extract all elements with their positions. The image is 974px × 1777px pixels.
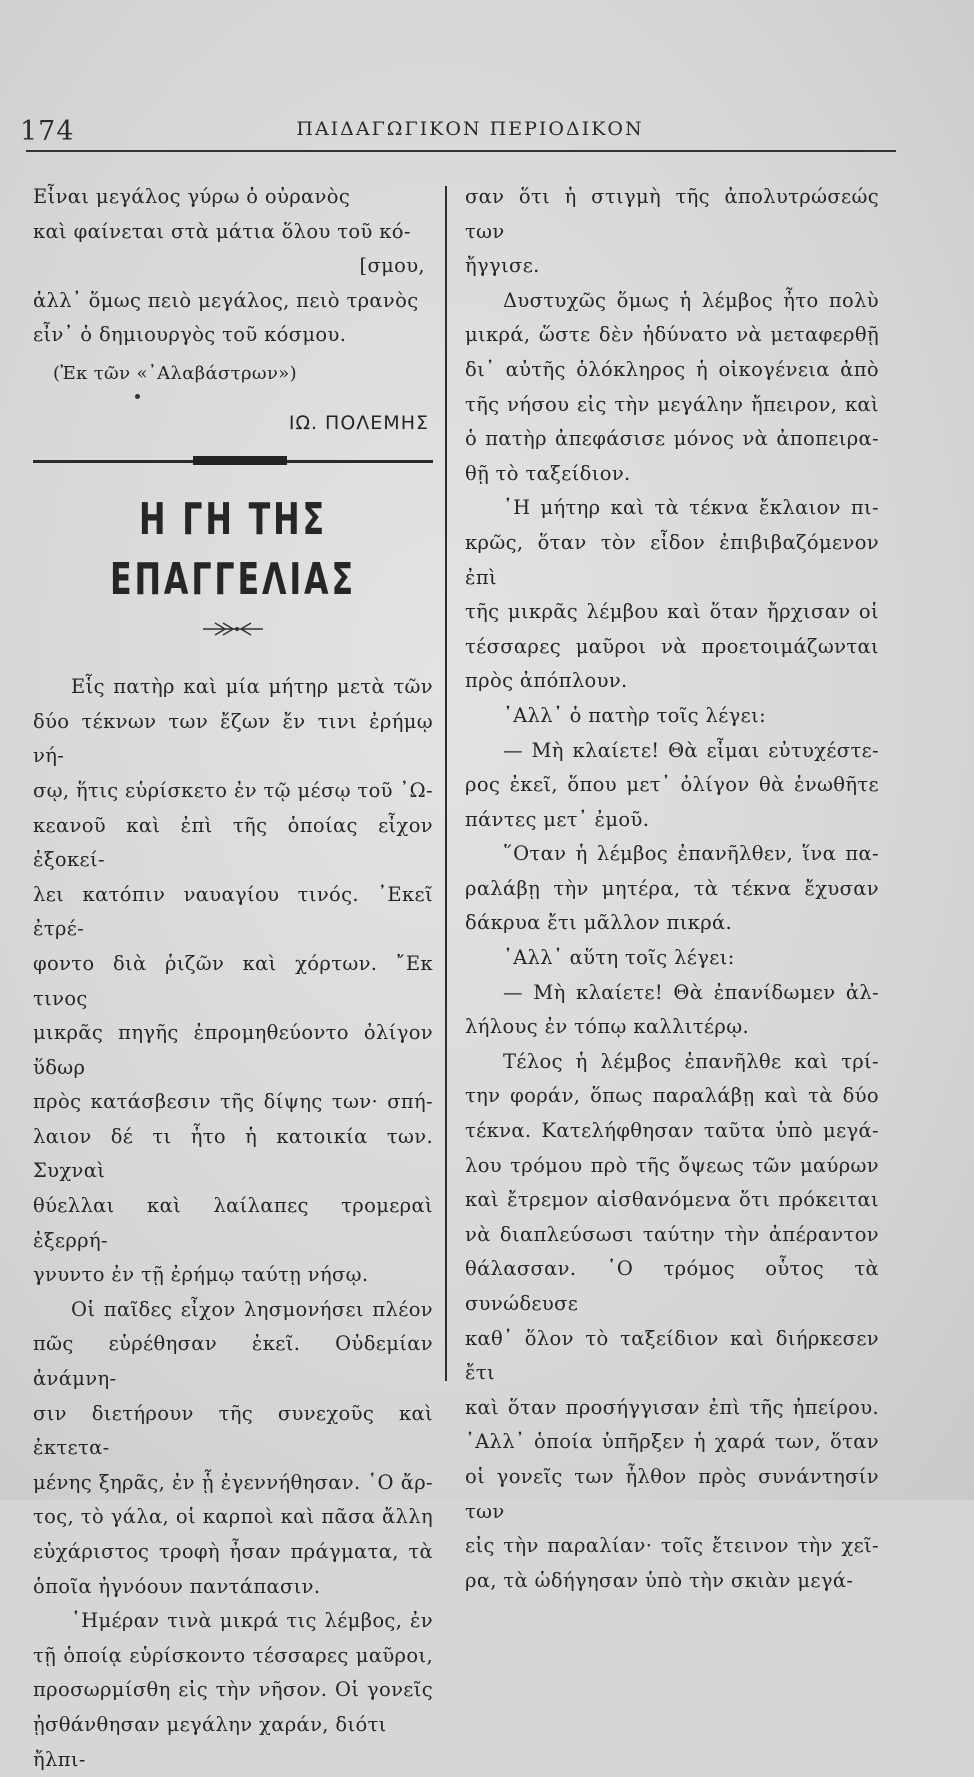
- paragraph: [465, 734, 879, 838]
- paragraph: [465, 284, 879, 492]
- text-line: εἰς τὴν παραλίαν· τοῖς ἔτεινον τὴν χεῖ-: [465, 1534, 879, 1558]
- text-line: τῇ ὁποίᾳ εὑρίσκοντο τέσσαρες μαῦροι,: [33, 1643, 433, 1667]
- paragraph: [465, 941, 879, 976]
- dot-mark: [33, 392, 433, 406]
- text-line: την φοράν, ὅπως παραλάβῃ καὶ τὰ δύο: [465, 1084, 879, 1108]
- text-line: ᾽Αλλ᾽ ὁ πατὴρ τοῖς λέγει:: [503, 703, 767, 727]
- text-line: πρὸς ἀπόπλουν.: [465, 669, 628, 693]
- article-title: Η ΓΗ ΤΗΣ ΕΠΑΓΓΕΛΙΑΣ: [110, 494, 356, 606]
- text-line: θύελλαι καὶ λαίλαπες τρομεραὶ ἐξερρή-: [33, 1194, 433, 1252]
- text-line: γνυντο ἐν τῇ ἐρήμῳ ταύτῃ νήσῳ.: [33, 1263, 369, 1287]
- text-line: λει κατόπιν ναυαγίου τινός. ᾽Εκεῖ ἐτρέ-: [33, 882, 433, 941]
- left-column: [33, 180, 433, 1777]
- text-line: Τέλος ἡ λέμβος ἐπανῆλθε καὶ τρί-: [503, 1049, 879, 1073]
- page-number: 174: [20, 116, 75, 147]
- running-header: ΠΑΙΔΑΓΩΓΙΚΟΝ ΠΕΡΙΟΔΙΚΟΝ: [296, 118, 644, 140]
- text-line: — Μὴ κλαίετε! Θὰ ἐπανίδωμεν ἀλ-: [503, 980, 879, 1004]
- ornament-icon: [33, 616, 433, 650]
- poem-author: ΙΩ. ΠΟΛΕΜΗΣ: [288, 411, 429, 434]
- paragraph: [33, 1604, 433, 1777]
- column-divider: [445, 186, 447, 1381]
- text-line: σιν διετήρουν τῆς συνεχοῦς καὶ ἐκτετα-: [33, 1401, 433, 1460]
- poem: [33, 180, 433, 353]
- text-line: ᾽Αλλ᾽ ὁποία ὑπῆρξεν ἡ χαρά των, ὅταν: [465, 1430, 879, 1454]
- text-line: τῆς νήσου εἰς τὴν μεγάλην ἤπειρον, καὶ: [465, 392, 879, 416]
- poem-line: εἶν᾽ ὁ δημιουργὸς τοῦ κόσμου.: [33, 323, 347, 347]
- text-line: πῶς εὑρέθησαν ἐκεῖ. Οὐδεμίαν ἀνάμνη-: [33, 1332, 433, 1391]
- text-line: καὶ ἔτρεμον αἰσθανόμενα ὅτι πρόκειται: [465, 1188, 879, 1212]
- title-rule: [33, 454, 433, 468]
- text-line: ᾽Αλλ᾽ αὕτη τοῖς λέγει:: [503, 946, 735, 970]
- text-line: πάντες μετ᾽ ἐμοῦ.: [465, 807, 650, 831]
- right-body-text: [465, 180, 879, 1598]
- text-line: Εἷς πατὴρ καὶ μία μήτηρ μετὰ τῶν: [71, 675, 433, 699]
- text-line: τέκνα. Κατελήφθησαν ταῦτα ὑπὸ μεγά-: [465, 1119, 879, 1143]
- poem-line: ἀλλ᾽ ὅμως πειὸ μεγάλος, πειὸ τρανὸς: [33, 288, 419, 312]
- text-line: ῞Οταν ἡ λέμβος ἐπανῆλθεν, ἵνα πα-: [503, 842, 879, 866]
- text-line: λήλους ἐν τόπῳ καλλιτέρῳ.: [465, 1015, 749, 1039]
- paragraph: [465, 491, 879, 699]
- text-line: σῳ, ἥτις εὑρίσκετο ἐν τῷ μέσῳ τοῦ ᾽Ω-: [33, 778, 433, 802]
- paragraph: [33, 670, 433, 1293]
- text-line: πρὸς κατάσβεσιν τῆς δίψης των· σπή-: [33, 1090, 433, 1114]
- text-line: ᾐσθάνθησαν μεγάλην χαράν, διότι ἤλπι-: [33, 1712, 387, 1771]
- poem-source: (Ἐκ τῶν «᾽Αλαβάστρων»): [53, 362, 297, 384]
- paragraph: [465, 699, 879, 734]
- text-line: δι᾽ αὐτῆς ὁλόκληρος ἡ οἰκογένεια ἀπὸ: [465, 357, 879, 381]
- poem-line: [σμου,: [359, 254, 425, 278]
- paragraph: [465, 1045, 879, 1599]
- text-line: ὁ πατὴρ ἀπεφάσισε μόνος νὰ ἀποπειρα-: [465, 427, 879, 451]
- text-line: καὶ ὅταν προσήγγισαν ἐπὶ τῆς ἠπείρου.: [465, 1395, 879, 1419]
- text-line: καθ᾽ ὅλον τὸ ταξείδιον καὶ διήρκεσεν ἔτι: [465, 1326, 879, 1385]
- text-line: μένης ξηρᾶς, ἐν ᾗ ἐγεννήθησαν. ῾Ο ἄρ-: [33, 1470, 433, 1494]
- text-line: ῾Η μήτηρ καὶ τὰ τέκνα ἔκλαιον πι-: [503, 496, 879, 520]
- paragraph: [465, 180, 879, 284]
- text-line: σαν ὅτι ἡ στιγμὴ τῆς ἀπολυτρώσεώς των: [465, 185, 879, 243]
- paragraph: [33, 1293, 433, 1604]
- text-line: λου τρόμου πρὸ τῆς ὄψεως τῶν μαύρων: [465, 1153, 879, 1177]
- text-line: ρος ἐκεῖ, ὅπου μετ᾽ ὀλίγον θὰ ἑνωθῆτε: [465, 773, 879, 797]
- text-line: δάκρυα ἔτι μᾶλλον πικρά.: [465, 911, 733, 935]
- text-line: δύο τέκνων των ἔζων ἔν τινι ἐρήμῳ νή-: [33, 709, 433, 768]
- left-body-text: [33, 670, 433, 1777]
- poem-line: καὶ φαίνεται στὰ μάτια ὅλου τοῦ κό-: [33, 219, 411, 243]
- text-line: Οἱ παῖδες εἶχον λησμονήσει πλέον: [71, 1297, 433, 1321]
- text-line: — Μὴ κλαίετε! Θὰ εἶμαι εὐτυχέστε-: [503, 738, 879, 762]
- text-line: ἤγγισε.: [465, 254, 540, 278]
- text-line: Δυστυχῶς ὅμως ἡ λέμβος ἦτο πολὺ: [503, 288, 879, 312]
- text-line: λαιον δέ τι ἦτο ἡ κατοικία των. Συχναὶ: [33, 1124, 433, 1183]
- text-line: κρῶς, ὅταν τὸν εἶδον ἐπιβιβαζόμενον ἐπὶ: [465, 530, 879, 589]
- paragraph: [465, 837, 879, 941]
- text-line: εὐχάριστος τροφὴ ἦσαν πράγματα, τὰ: [33, 1540, 433, 1563]
- text-line: φοντο διὰ ῥιζῶν καὶ χόρτων. ῎Εκ τινος: [33, 951, 433, 1010]
- text-line: τῆς μικρᾶς λέμβου καὶ ὅταν ἤρχισαν οἱ: [465, 600, 879, 624]
- paragraph: [465, 976, 879, 1045]
- text-line: ρα, τὰ ὡδήγησαν ὑπὸ τὴν σκιὰν μεγά-: [465, 1568, 854, 1592]
- text-line: κεανοῦ καὶ ἐπὶ τῆς ὁποίας εἶχον ἐξοκεί-: [33, 813, 433, 872]
- text-line: νὰ διαπλεύσωσι ταύτην τὴν ἀπέραντον: [465, 1222, 879, 1246]
- text-line: τος, τὸ γάλα, οἱ καρποὶ καὶ πᾶσα ἄλλη: [33, 1505, 433, 1529]
- text-line: θάλασσαν. ῾Ο τρόμος οὗτος τὰ συνώδευσε: [465, 1257, 879, 1315]
- text-line: προσωρμίσθη εἰς τὴν νῆσον. Οἱ γονεῖς: [33, 1678, 433, 1702]
- text-line: ραλάβῃ τὴν μητέρα, τὰ τέκνα ἔχυσαν: [465, 876, 879, 900]
- text-line: μικρᾶς πηγῆς ἐπρομηθεύοντο ὀλίγον ὕδωρ: [33, 1021, 433, 1079]
- text-line: θῇ τὸ ταξείδιον.: [465, 461, 631, 485]
- text-line: μικρά, ὥστε δὲν ἠδύνατο νὰ μεταφερθῇ: [465, 323, 879, 347]
- text-line: τέσσαρες μαῦροι νὰ προετοιμάζωνται: [465, 634, 879, 658]
- text-line: οἱ γονεῖς των ἦλθον πρὸς συνάντησίν των: [465, 1464, 879, 1523]
- header-rule: [26, 150, 896, 152]
- text-line: ὁποῖα ἠγνόουν παντάπασιν.: [33, 1574, 321, 1598]
- text-line: ῾Ημέραν τινὰ μικρά τις λέμβος, ἐν: [71, 1609, 433, 1633]
- right-column: [465, 180, 879, 1598]
- poem-line: Εἶναι μεγάλος γύρω ὁ οὐρανὸς: [33, 185, 351, 208]
